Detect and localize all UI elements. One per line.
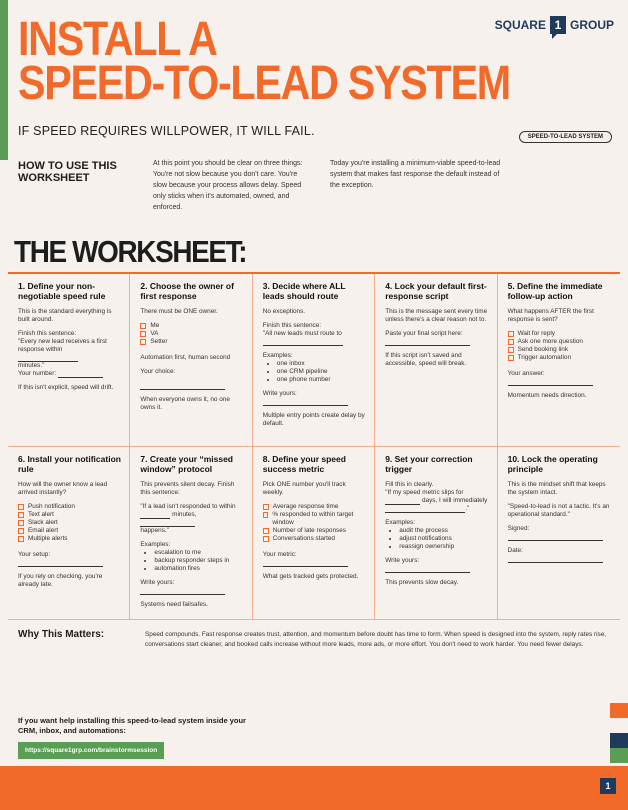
option-checkbox[interactable]: Conversations started <box>263 535 366 543</box>
step-title: 8. Define your speed success metric <box>262 454 346 474</box>
step-text: When everyone owns it, no one owns it. <box>140 396 230 411</box>
step-text: No exceptions. <box>262 308 306 315</box>
step-text: This prevents silent decay. Finish this sentence: <box>140 481 235 496</box>
logo-mark: 1 <box>550 16 566 34</box>
step-title: 4. Lock your default first-response script <box>385 281 487 301</box>
examples-list: • one inbox • one CRM pipeline • one phone number <box>277 360 366 384</box>
option-checkbox[interactable]: Trigger automation <box>508 354 612 362</box>
step-text: Your setup: <box>18 551 51 558</box>
date-line[interactable] <box>508 555 603 563</box>
fill-line[interactable] <box>140 520 195 527</box>
topic-pill: SPEED-TO-LEAD SYSTEM <box>519 131 612 143</box>
fill-line[interactable] <box>385 338 470 346</box>
option-checkbox[interactable]: Slack alert <box>18 519 121 527</box>
step-1-card <box>8 274 130 447</box>
step-text: Automation first, human second <box>140 354 231 361</box>
fill-line[interactable] <box>508 378 593 386</box>
fill-line[interactable] <box>385 565 470 573</box>
step-title: 6. Install your notification rule <box>18 454 121 474</box>
step-7-card <box>130 447 252 620</box>
option-checkbox[interactable]: % responded to within target window <box>263 511 366 527</box>
worksheet-grid <box>8 272 620 620</box>
step-text: Your answer: <box>507 370 545 377</box>
step-text: If you rely on checking, you're already late. <box>18 573 103 588</box>
step-text: Finish this sentence: <box>18 330 77 337</box>
step-text: Finish this sentence: <box>262 322 322 329</box>
step-text: "Speed-to-lead is not a tactic. It's an operational standard." <box>507 503 610 518</box>
footer-logo-mark: 1 <box>600 778 616 794</box>
step-text: minutes." <box>18 362 45 369</box>
fill-line[interactable] <box>263 559 348 567</box>
howto-paragraph-2: Today you're installing a minimum-viable speed-to-lead system that makes fast response the default instead of the exception. <box>330 160 501 189</box>
navy-block <box>610 733 628 748</box>
signature-line[interactable] <box>508 533 603 541</box>
step-text: If this script isn't saved and accessible, speed will break. <box>385 352 467 367</box>
step-text: What happens AFTER the first response is sent? <box>507 308 594 323</box>
step-text: Multiple entry points create delay by default. <box>262 412 365 427</box>
step-text: Date: <box>507 547 523 554</box>
option-checkbox[interactable]: Me <box>140 322 243 330</box>
step-title: 5. Define the immediate follow-up action <box>507 281 603 301</box>
fill-line[interactable] <box>385 506 465 513</box>
worksheet-title: THE WORKSHEET: <box>14 234 247 269</box>
fill-line[interactable] <box>18 559 103 567</box>
step-text: Write yours: <box>385 557 420 564</box>
step-text: ." <box>385 505 488 513</box>
step-6-card <box>8 447 130 620</box>
subtitle: IF SPEED REQUIRES WILLPOWER, IT WILL FAIL. <box>18 124 315 138</box>
step-text: If this isn't explicit, speed will drift. <box>18 384 114 391</box>
step-text: Examples: <box>140 541 171 548</box>
booking-link[interactable]: https://square1grp.com/brainstormsession <box>18 742 164 759</box>
title-line-2: SPEED-TO-LEAD SYSTEM <box>18 57 510 110</box>
step-title: 7. Create your “missed window” protocol <box>140 454 233 474</box>
fill-line[interactable] <box>58 371 103 378</box>
step-10-card <box>498 447 620 620</box>
step-text: There must be ONE owner. <box>140 308 218 315</box>
option-checkbox[interactable]: Wait for reply <box>508 330 612 338</box>
step-text: Fill this in clearly. <box>385 481 434 488</box>
option-checkbox[interactable]: Setter <box>140 338 243 346</box>
step-2-card <box>130 274 252 447</box>
fill-line[interactable] <box>18 355 78 362</box>
step-text: Your metric: <box>262 551 297 558</box>
fill-line[interactable] <box>263 398 348 406</box>
option-checkbox[interactable]: Number of late responses <box>263 527 366 535</box>
step-text: This is the message sent every time unless there's a clear reason not to. <box>385 308 488 323</box>
step-text: "All new leads must route to <box>262 330 342 337</box>
logo-text-left: SQUARE <box>494 18 546 32</box>
why-heading: Why This Matters: <box>18 629 105 640</box>
step-text: Signed: <box>507 525 530 532</box>
fill-line[interactable] <box>140 512 170 519</box>
step-text: Systems need failsafes. <box>140 601 208 608</box>
option-checkbox[interactable]: VA <box>140 330 243 338</box>
orange-block <box>610 703 628 718</box>
step-text: This is the standard everything is built around. <box>18 308 112 323</box>
title-line-1: INSTALL A <box>18 13 217 66</box>
step-5-card <box>498 274 620 447</box>
page-title <box>18 13 510 110</box>
howto-paragraph-1: At this point you should be clear on three things: You're not slow because you don't care. You're slow because your process allows delay. Speed only sticks when it's automated, owned, and enforced. <box>153 160 303 211</box>
step-text: Examples: <box>385 519 416 526</box>
step-title: 1. Define your non-negotiable speed rule <box>18 281 106 301</box>
step-text: happens." <box>140 527 169 534</box>
step-text: This is the mindset shift that keeps the system intact. <box>507 481 606 496</box>
step-text: Pick ONE number you'll track weekly. <box>262 481 346 496</box>
green-block <box>610 748 628 763</box>
fill-line[interactable] <box>140 587 225 595</box>
option-checkbox[interactable]: Ask one more question <box>508 338 612 346</box>
step-title: 2. Choose the owner of first response <box>140 281 234 301</box>
step-text: Momentum needs direction. <box>507 392 587 399</box>
step-text: Your choice: <box>140 368 176 375</box>
step-text: Your number: <box>18 370 121 378</box>
option-checkbox[interactable]: Multiple alerts <box>18 535 121 543</box>
examples-list: • audit the process • adjust notifications • reassign ownership <box>399 527 488 551</box>
why-text: Speed compounds. Fast response creates trust, attention, and momentum before doubt has time to form. When speed is designed into the system, reply rates rise, conversations start cleaner, and booked calls increase without more leads, more ads, or more effort. You don't need to work harder. You need fewer delays. <box>145 631 607 648</box>
step-text: Write yours: <box>140 579 175 586</box>
accent-bar <box>0 0 8 160</box>
step-8-card <box>253 447 375 620</box>
option-checkbox[interactable]: Text alert <box>18 511 121 519</box>
footer-bar <box>0 766 628 810</box>
fill-line[interactable] <box>385 498 420 505</box>
option-checkbox[interactable]: Average response time <box>263 503 366 511</box>
option-checkbox[interactable]: Send booking link <box>508 346 612 354</box>
step-text: How will the owner know a lead arrived instantly? <box>18 481 108 496</box>
step-text <box>140 519 243 527</box>
blank-block <box>610 718 628 733</box>
step-title: 3. Decide where ALL leads should route <box>262 281 346 301</box>
step-text: "If my speed metric slips for <box>385 489 464 496</box>
step-text: days, I will immediately <box>385 497 488 505</box>
step-4-card <box>375 274 497 447</box>
step-text: What gets tracked gets protected. <box>262 573 359 580</box>
howto-heading: HOW TO USE THIS WORKSHEET <box>18 160 117 184</box>
fill-line[interactable] <box>263 338 343 346</box>
logo-text-right: GROUP <box>569 18 614 32</box>
step-title: 10. Lock the operating principle <box>507 454 598 474</box>
step-text: Examples: <box>262 352 293 359</box>
examples-list: • escalation to me • backup responder steps in • automation fires <box>154 549 243 573</box>
step-title: 9. Set your correction trigger <box>385 454 473 474</box>
step-text: Paste your final script here: <box>385 330 463 337</box>
help-text: If you want help installing this speed-to-lead system inside your CRM, inbox, and automations: <box>18 716 246 735</box>
option-checkbox[interactable]: Push notification <box>18 503 121 511</box>
step-9-card <box>375 447 497 620</box>
side-color-blocks <box>610 703 628 763</box>
fill-line[interactable] <box>140 382 225 390</box>
step-text: This prevents slow decay. <box>385 579 459 586</box>
logo <box>495 16 614 34</box>
step-text: "Every new lead receives a first response within <box>18 338 121 362</box>
option-checkbox[interactable]: Email alert <box>18 527 121 535</box>
step-text: Write yours: <box>262 390 297 397</box>
step-3-card <box>253 274 375 447</box>
step-text: "If a lead isn't responded to within minutes, <box>140 503 236 518</box>
